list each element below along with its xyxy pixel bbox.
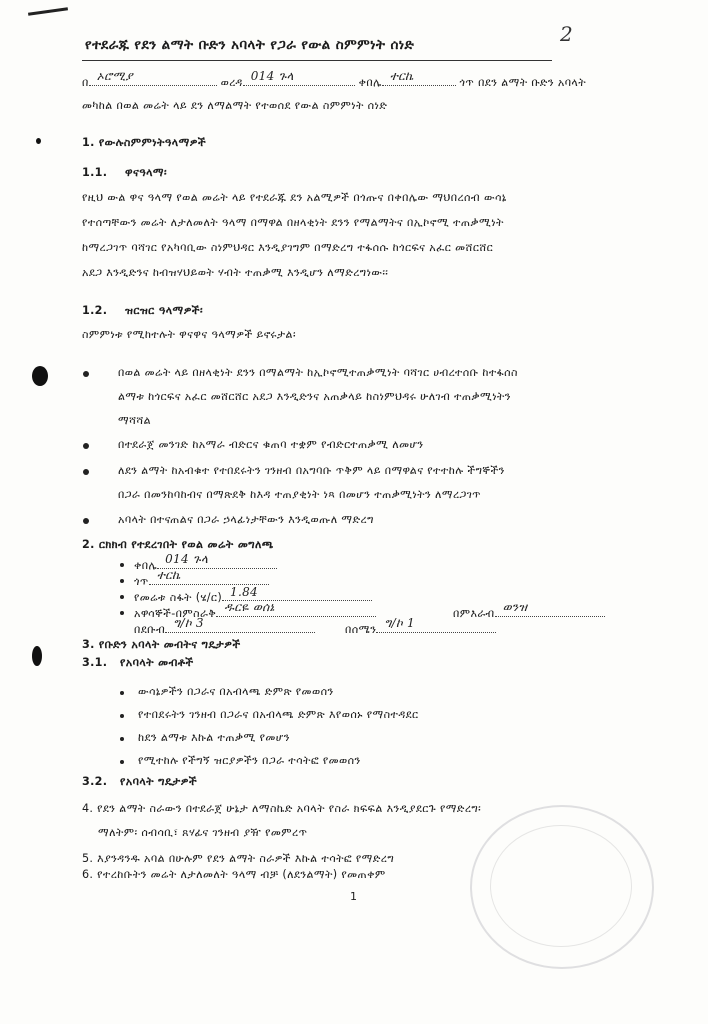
- section-1-1-title: ዋናዓላማ፡: [125, 166, 167, 179]
- paragraph-line: የዚህ ውል ዋና ዓላማ የወል መሬት ላይ የተደራጁ ደን አልሚዎች በጎጡና በቀበሌው ማህበረሰብ ውሳኔ: [82, 191, 507, 204]
- section-1-2-intro: ስምምነቱ የሚከተሉት ዋናዋና ዓላማዎች ይኖሩታል፡: [82, 328, 296, 341]
- faded-stamp-inner: [490, 825, 632, 947]
- land-kebele-row: ቀበሌ 014 ጉላ: [134, 557, 277, 573]
- scan-dot: [36, 138, 41, 144]
- bullet-icon: [120, 579, 124, 583]
- section-4-line: 4. የደን ልማት ስራውን በተደራጀ ሁኔታ ለማስኬድ አባላት የስራ ክፍፍል እንዲያደርጉ የማድረግ፡: [82, 802, 482, 815]
- paragraph-line: አደጋ እንዲድንና ከብዝሃህይወት ሃብት ተጠቃሚ እንዲሆን ለማድረግነው፡፡: [82, 266, 389, 279]
- bullet-icon: [83, 469, 89, 475]
- bullet-icon: [120, 595, 124, 599]
- region-blank: [89, 69, 217, 86]
- bullet-icon: [83, 371, 89, 377]
- bullet-text: ልማቱ ከጎርፍና አፈር መሸርሸር አደጋ እንዲድንና አጠቃላይ ከስነምህዳሩ ሁለገብ ተጠቃሚነትን: [118, 390, 511, 403]
- section-1-1-number: 1.1.: [82, 166, 108, 179]
- document-title: የተደራጁ የደን ልማት ቡድን አባላት የጋራ የውል ስምምነት ሰነድ: [85, 37, 415, 53]
- bullet-icon: [120, 563, 124, 567]
- scan-mark: [28, 7, 68, 16]
- land-south-handwriting: ግ/ኮ 3: [173, 616, 204, 630]
- bullet-text: ማሻሻል: [118, 414, 152, 427]
- kebele-handwriting: ተርኬ: [389, 69, 414, 83]
- section-3-1-number: 3.1.: [82, 656, 108, 669]
- land-west-handwriting: ወንዝ: [502, 600, 528, 614]
- right-item: ከደን ልማቱ እኩል ተጠቃሚ የመሆን: [138, 731, 290, 744]
- bullet-text: በጋራ በመንከባከብና በማጽደቅ ከእዳ ተጠያቂነት ነጻ በመሆን ተጠቃሚነትን ለማረጋገጥ: [118, 488, 481, 501]
- intro-line-2: መካከል በወል መሬት ላይ ደን ለማልማት የተወሰደ የውል ስምምነት ሰነድ: [82, 99, 388, 112]
- bullet-icon: [83, 518, 89, 524]
- bullet-icon: [120, 611, 124, 615]
- land-east-handwriting: ዱርዬ ወሰኔ: [224, 600, 275, 614]
- intro-line-1: በ ኦሮሚያ ወረዳ 014 ጉላ ቀበሌ ተርኬ ጎጥ በደን ልማት ቡድን አባላት: [82, 69, 587, 89]
- bullet-icon: [83, 443, 89, 449]
- section-1-2-title: ዝርዝር ዓላማዎች፡: [125, 304, 203, 317]
- bullet-icon: [120, 714, 124, 718]
- bullet-text: በወል መሬት ላይ በዘላቂነት ደንን በማልማት ከኢኮኖሚተጠቃሚነት ባሻገር ሀብረተሰቡ ከተፋሰስ: [118, 366, 518, 379]
- section-3-2-number: 3.2.: [82, 775, 108, 788]
- bullet-text: በተደራጀ መንገድ ከአማራ ብድርና ቁጠባ ተቋም የብድርተጠቃሚ ለመሆን: [118, 438, 424, 451]
- bullet-icon: [120, 760, 124, 764]
- right-item: የተበደሩትን ገንዘብ በጋራና በአብላጫ ድምጽ እየወሰኑ የማስተዳደር: [138, 708, 419, 721]
- land-north-handwriting: ግ/ኮ 1: [384, 616, 415, 630]
- woreda-handwriting: 014 ጉላ: [250, 69, 294, 83]
- bullet-text: አባላት በተናጠልና በጋራ ኃላፊነታቸውን እንዲወጡለ ማድረግ: [118, 513, 374, 526]
- paragraph-line: የተሰጣቸውን መሬት ለታለመለት ዓላማ በማዋል በዘላቂነት ደንን የማልማትና በኢኮኖሚ ተጠቃሚነት: [82, 216, 504, 229]
- bullet-icon: [120, 691, 124, 695]
- section-5-line: 5. እያንዳንዱ አባል በሁሉም የደን ልማት ስራዎች እኩል ተሳትፎ የማድረግ: [82, 852, 395, 865]
- land-kebele-handwriting: 014 ጉላ: [165, 552, 209, 566]
- land-got-row: ጎጥ ተርኬ: [134, 573, 269, 589]
- land-west-row: በምእራብ ወንዝ: [453, 605, 605, 621]
- bullet-icon: [120, 737, 124, 741]
- woreda-blank: [243, 69, 355, 86]
- bullet-text: ለደን ልማት ከአብቁተ የተበደሩትን ገንዘብ በአግባቡ ጥቅም ላይ በማዋልና የተተከሉ ችግኞችን: [118, 464, 505, 477]
- paragraph-line: ከማረጋገጥ ባሻገር የአካባቢው ስነምህዳር እንዲያገግም በማድረግ ተፋሰሱ ከጎርፍና አፈር መሸርሸር: [82, 241, 494, 254]
- section-3-heading: 3. የቡድን አባላት መብትና ግዴታዎች: [82, 638, 241, 651]
- region-handwriting: ኦሮሚያ: [96, 69, 133, 83]
- section-4-line: ማለትም፡ ሰብሳቢ፣ ጸሃፊና ገንዘብ ያዥ የመምረጥ: [98, 826, 308, 839]
- land-got-handwriting: ተርኬ: [156, 568, 181, 582]
- handwritten-page-mark: 2: [560, 22, 573, 46]
- land-area-handwriting: 1.84: [230, 585, 258, 599]
- section-2-heading: 2. ርክክብ የተደረገበት የወል መሬት መግለጫ: [82, 538, 274, 551]
- kebele-blank: [382, 69, 456, 86]
- land-south-row: በደቡብ ግ/ኮ 3: [134, 621, 315, 637]
- right-item: የሚተከሉ የችግኝ ዝርያዎችን በጋራ ተሳትፎ የመወሰን: [138, 754, 361, 767]
- land-east-row: አዋሳኞች-በምስራቅ ዱርዬ ወሰኔ: [134, 605, 376, 621]
- land-north-row: በሰሜን ግ/ኮ 1: [345, 621, 496, 637]
- page-number: 1: [350, 890, 357, 903]
- land-area-row: የመሬቱ ስፋት (ሄ/ር) 1.84: [134, 589, 372, 605]
- punch-hole-mark: [32, 646, 42, 666]
- title-underline: [82, 60, 552, 61]
- section-6-line: 6. የተረከቡትን መሬት ለታለመለት ዓላማ ብቻ (ለደንልማት) የመጠቀም: [82, 868, 386, 881]
- section-3-2-title: የአባላት ግዴታዎች: [120, 775, 198, 788]
- right-item: ውሳኔዎችን በጋራና በአብላጫ ድምጽ የመወሰን: [138, 685, 334, 698]
- punch-hole-mark: [32, 366, 48, 386]
- section-1-2-number: 1.2.: [82, 304, 108, 317]
- section-3-1-title: የአባላት መብቶች: [120, 656, 194, 669]
- section-1-heading: 1. የውሉስምምነትዓላማዎች: [82, 136, 207, 149]
